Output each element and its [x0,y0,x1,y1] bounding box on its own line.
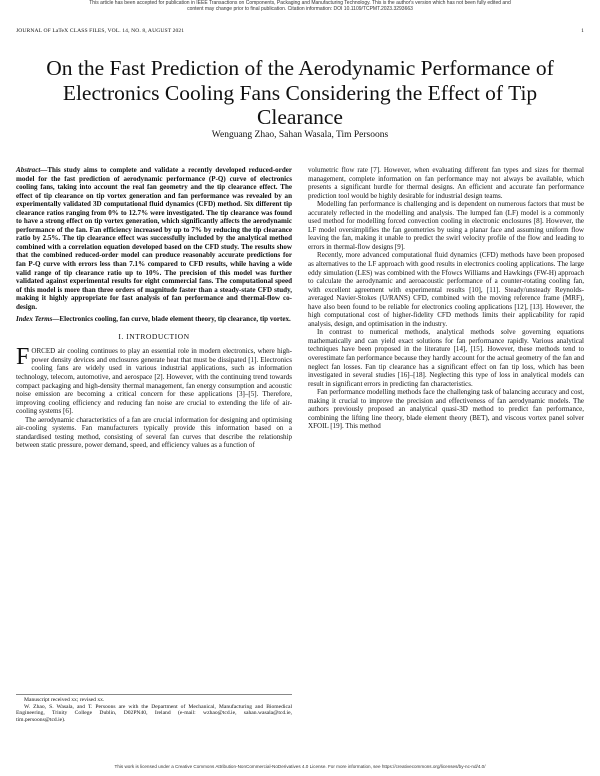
intro-paragraph-1-text: ORCED air cooling continues to play an essential role in modern electronics, where high-power density devices and enclosures generate heat that must be dissipated [1]. Electronics cooling fans are widely used in various industrial applications, such as information technology, telecom, automotive, and aerospace [2]. However, with the continuing trend towards compact packaging and high-density thermal management, fan energy consumption and acoustic noise emission are becoming a critical concern for these applications [3]–[5]. Therefore, improving cooling efficiency and reducing fan noise are crucial to extending the life of air-cooling systems [6]. [16,347,292,416]
right-paragraph-1: Modelling fan performance is challenging and is dependent on numerous factors that must be accurately reflected in the modelling and analysis. The lumped fan (LF) model is a commonly used method for modelling forced convection cooling in electronic enclosures [8]. However, the LF model oversimplifies the fan geometries by using a planar face and assuming uniform flow leaving the fan, making it unable to predict the swirl velocity profile of the flow and leading to errors in thermal-flow designs [9]. [308,200,584,251]
index-terms [16,315,292,324]
left-column [16,166,292,450]
running-header [16,28,584,34]
banner-line-2: content may change prior to final publication. Citation information: DOI 10.1109/TCPMT.2023.3293663 [187,6,413,13]
right-paragraph-2: Recently, more advanced computational fluid dynamics (CFD) methods have been proposed as alternatives to the LF approach with good results in electronics cooling applications. The large eddy simulation (LES) was combined with the Ffowcs Williams and Hawkings (FW-H) approach to calculate the aerodynamic and aeroacoustic performance of a counter-rotating cooling fan, with excellent agreement with experimental results [10], [11]. Steady/unsteady Reynolds-averaged Navier-Stokes (U/RANS) CFD, combined with the moving reference frame (MRF), have also been found to be reliable for electronics cooling applications [12], [13]. However, the high computational cost of higher-fidelity CFD methods limits their applicability for rapid analysis, design, and optimisation in the industry. [308,251,584,328]
right-paragraph-3: In contrast to numerical methods, analytical methods solve governing equations mathematically and can yield exact solutions for fan performance rapidly. Various analytical techniques have been proposed in the literature [14], [15]. However, these methods tend to overestimate fan performance because they hardly account for the actual geometry of the fan and neglect fan losses. Fan tip clearance has a significant effect on fan tip loss, which has been investigated in several studies [16]–[18]. Neglecting this type of loss in analytical models can result in significant errors in predicting fan characteristics. [308,328,584,388]
paper-title: On the Fast Prediction of the Aerodynamic Performance of Electronics Cooling Fans Considering the Effect of Tip Clearance [46,56,554,129]
publication-banner [60,0,540,13]
abstract-lead: Abstract [16,166,41,174]
banner-line-1: This article has been accepted for publication in IEEE Transactions on Components, Packaging and Manufacturing Technology. This is the author's version which has not been fully edited and [89,0,511,6]
footnote-affiliation: W. Zhao, S. Wasala, and T. Persoons are with the Department of Mechanical, Manufacturing and Biomedical Engineering, Trinity College Dublin, D02PN40, Ireland (e-mail: wzhao@tcd.ie, sahan.wasala@tcd.ie, tim.persoons@tcd.ie). [16,703,292,723]
intro-paragraph-2: The aerodynamic characteristics of a fan are crucial information for designing and optimising air-cooling systems. Fan manufacturers typically provide this information based on a standardised testing method, consisting of several fan curves that describe the relationship between static pressure, power demand, speed, and efficiency values as a function of [16,415,292,450]
right-column [308,166,584,431]
right-paragraph-4: Fan performance modelling methods face the challenging task of balancing accuracy and cost, making it crucial to improve the precision and effectiveness of fan aerodynamic models. The authors previously proposed an analytical quasi-3D method to predict fan performance, combining the lifting line theory, blade element theory (BET), and viscous vortex panel solver XFOIL [19]. This method [308,388,584,431]
index-terms-text: —Electronics cooling, fan curve, blade element theory, tip clearance, tip vortex. [52,315,291,324]
drop-cap: F [16,344,30,371]
right-paragraph-0: volumetric flow rate [7]. However, when evaluating different fan types and sizes for thermal management, complete information on fan performance may not always be available, which presents a significant hurdle for thermal designs. An efficient and accurate fan performance prediction tool would be highly desirable for industrial design teams. [308,166,584,200]
page-number: 1 [581,28,584,34]
abstract [16,166,292,311]
author-list: Wenguang Zhao, Sahan Wasala, Tim Persoons [211,130,389,140]
footnote-received: Manuscript received xx; revised xx. [24,697,105,703]
footnotes [16,694,292,723]
index-terms-lead: Index Terms [16,315,53,324]
license-footer: This work is licensed under a Creative Commons Attribution-NonCommercial-NoDerivatives 4.0 License. For more information, see https://creativecommons.org/licenses/by-nc-nd/4.0/ [114,764,486,769]
abstract-text: —This study aims to complete and validate a recently developed reduced-order model for the fast prediction of aerodynamic performance (P-Q) curve of electronics cooling fans, taking into account the real fan geometry and the tip clearance effect. The effect of tip clearance on tip vortex generation and fan performance was revealed by an experimentally validated 3D computational fluid dynamics (CFD) method. Six different tip clearance ratios ranging from 0% to 12.7% were investigated. The tip clearance was found to have a strong effect on tip vortex generation, which significantly affects the aerodynamic performance of the fan. Fan efficiency increased by up to 7% by reducing the tip clearance ratio by 2.5%. The tip clearance effect was successfully included by the analytical method combined with a correlation equation developed based on the CFD study. The results show that the combined reduced-order model can produce reasonably accurate predictions for fan P-Q curve with errors less than 7.1% compared to CFD results, while having a wide valid range of tip clearance ratio up to 10%. The precision of this model was further validated against experimental results for eight commercial fans. The computational speed of this model is more than three orders of magnitude faster than a steady-state CFD study, making it highly appropriate for fast analysis of fan performance and thermal-flow co-design. [16,166,292,311]
intro-paragraph-1 [16,344,292,416]
section-heading-introduction: I. INTRODUCTION [118,331,190,341]
journal-name: JOURNAL OF LaTeX CLASS FILES, VOL. 14, NO. 8, AUGUST 2021 [16,28,185,34]
